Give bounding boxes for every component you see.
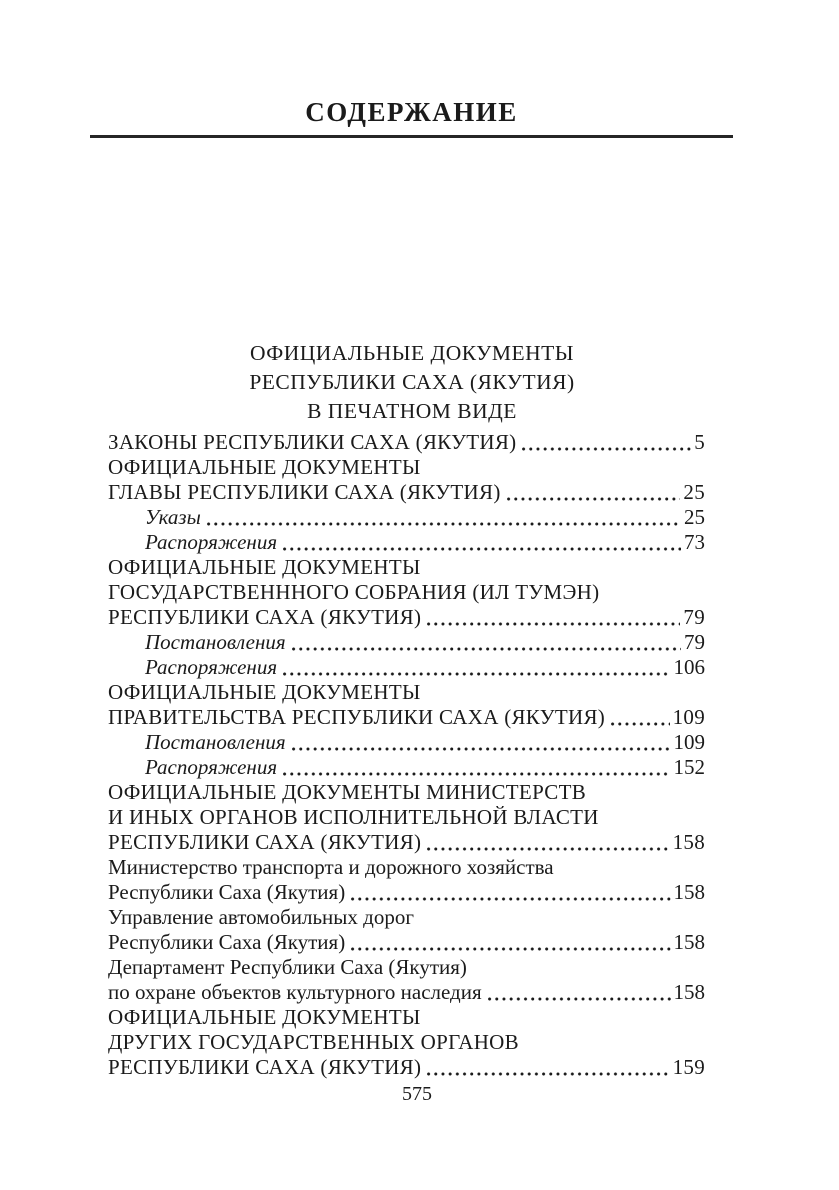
page-number-footer: 575 [402,1083,432,1105]
toc-row [108,555,705,580]
section-heading-line: В ПЕЧАТНОМ ВИДЕ [307,399,517,423]
toc-row [108,955,705,980]
toc-row [108,730,705,755]
toc-entry-text: ОФИЦИАЛЬНЫЕ ДОКУМЕНТЫ [108,680,421,704]
toc-entry-text: РЕСПУБЛИКИ САХА (ЯКУТИЯ) [108,605,422,629]
toc-leader-dots [507,496,681,502]
toc-entry-text: ОФИЦИАЛЬНЫЕ ДОКУМЕНТЫ [108,455,421,479]
toc-row [108,855,705,880]
toc-page-number: 158 [672,830,705,854]
toc-entry-text: ЗАКОНЫ РЕСПУБЛИКИ САХА (ЯКУТИЯ) [108,430,517,454]
toc-row [108,930,705,955]
toc-row [108,480,705,505]
toc-entry-text: Управление автомобильных дорог [108,905,414,929]
toc-entry-text: по охране объектов культурного наследия [108,980,482,1004]
toc-entry-text: ПРАВИТЕЛЬСТВА РЕСПУБЛИКИ САХА (ЯКУТИЯ) [108,705,606,729]
header-rule [90,135,733,138]
toc-page-number: 79 [683,605,705,629]
toc-entry-text: Указы [145,505,201,529]
toc-page-number: 25 [684,505,705,529]
toc-leader-dots [611,721,670,727]
toc-row [108,1005,705,1030]
toc-entry-text: РЕСПУБЛИКИ САХА (ЯКУТИЯ) [108,830,422,854]
toc-row [108,905,705,930]
toc-page-number: 25 [683,480,705,504]
toc-page-number: 79 [684,630,705,654]
toc-page-number: 159 [672,1055,705,1079]
toc-entry-text: ДРУГИХ ГОСУДАРСТВЕННЫХ ОРГАНОВ [108,1030,519,1054]
toc-row [108,530,705,555]
toc-row [108,830,705,855]
toc-leader-dots [292,646,681,652]
toc-row [108,505,705,530]
toc-row [108,630,705,655]
toc-row [108,680,705,705]
toc-entry-text: ОФИЦИАЛЬНЫЕ ДОКУМЕНТЫ [108,1005,421,1029]
toc-entry-text: Распоряжения [145,755,278,779]
toc-row [108,605,705,630]
toc-row [108,880,705,905]
toc-row [108,655,705,680]
toc-entry-text: Министерство транспорта и дорожного хозяйства [108,855,554,879]
toc-leader-dots [522,446,691,452]
toc-page-number: 73 [684,530,705,554]
section-heading-line: РЕСПУБЛИКИ САХА (ЯКУТИЯ) [249,370,575,394]
section-heading [92,339,732,426]
toc-entry-text: Департамент Республики Саха (Якутия) [108,955,467,979]
toc-row [108,1055,705,1080]
toc-leader-dots [207,521,681,527]
page-title: СОДЕРЖАНИЕ [305,97,518,127]
toc-row [108,980,705,1005]
toc-row [108,705,705,730]
toc-entry-text: РЕСПУБЛИКИ САХА (ЯКУТИЯ) [108,1055,422,1079]
toc-row [108,755,705,780]
toc-page-number: 106 [673,655,705,679]
toc-row [108,1030,705,1055]
table-of-contents [108,430,705,1080]
toc-entry-text: ОФИЦИАЛЬНЫЕ ДОКУМЕНТЫ МИНИСТЕРСТВ [108,780,587,804]
toc-row [108,455,705,480]
toc-page-number: 158 [673,930,705,954]
toc-page-number: 109 [672,705,705,729]
toc-leader-dots [283,771,670,777]
toc-entry-text: Постановления [145,630,286,654]
toc-leader-dots [351,896,670,902]
toc-entry-text: ГОСУДАРСТВЕНННОГО СОБРАНИЯ (ИЛ ТУМЭН) [108,580,600,604]
toc-entry-text: Распоряжения [145,655,278,679]
toc-page-number: 158 [673,980,705,1004]
toc-row [108,805,705,830]
toc-leader-dots [488,996,671,1002]
toc-row [108,580,705,605]
toc-page-number: 158 [673,880,705,904]
toc-entry-text: ГЛАВЫ РЕСПУБЛИКИ САХА (ЯКУТИЯ) [108,480,501,504]
toc-leader-dots [427,621,680,627]
toc-page-number: 109 [673,730,705,754]
toc-leader-dots [427,846,669,852]
section-heading-line: ОФИЦИАЛЬНЫЕ ДОКУМЕНТЫ [249,341,575,365]
toc-leader-dots [427,1071,669,1077]
toc-entry-text: Распоряжения [145,530,278,554]
toc-row [108,430,705,455]
toc-entry-text: ОФИЦИАЛЬНЫЕ ДОКУМЕНТЫ [108,555,421,579]
toc-leader-dots [292,746,671,752]
toc-entry-text: Республики Саха (Якутия) [108,930,346,954]
toc-row [108,780,705,805]
toc-entry-text: И ИНЫХ ОРГАНОВ ИСПОЛНИТЕЛЬНОЙ ВЛАСТИ [108,805,599,829]
toc-leader-dots [283,546,681,552]
toc-page-number: 5 [694,430,705,454]
toc-entry-text: Постановления [145,730,286,754]
toc-entry-text: Республики Саха (Якутия) [108,880,346,904]
toc-leader-dots [283,671,670,677]
toc-leader-dots [351,946,670,952]
toc-page-number: 152 [673,755,705,779]
